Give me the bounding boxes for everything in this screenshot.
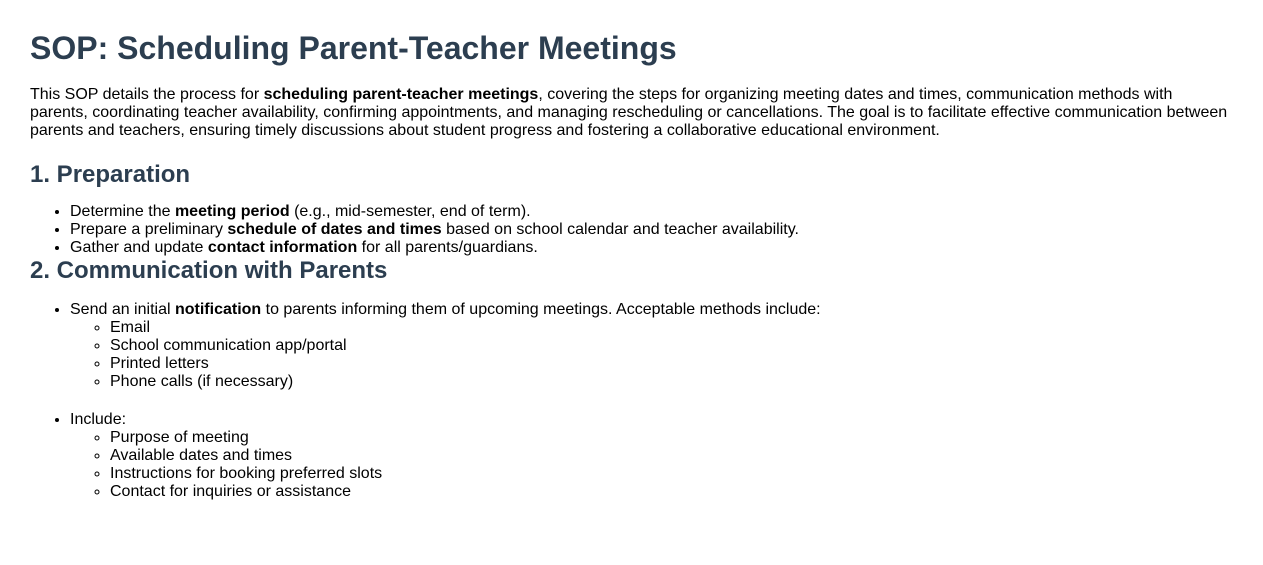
item-text: Determine the xyxy=(70,203,175,220)
sub-list-item: ◦ Phone calls (if necessary) xyxy=(110,373,1233,391)
sub-list-item: ◦ Contact for inquiries or assistance xyxy=(110,483,1233,501)
sub-list-item: ◦ School communication app/portal xyxy=(110,337,1233,355)
section-title-preparation: 1. Preparation xyxy=(30,161,191,188)
item-text: Send an initial xyxy=(70,301,175,318)
sub-list-item: ◦ Email xyxy=(110,319,1233,337)
item-bold: meeting period xyxy=(174,203,290,220)
preparation-list xyxy=(30,203,1233,257)
intro-bold: scheduling parent-teacher meetings xyxy=(263,86,539,103)
sub-list-item: ◦ Purpose of meeting xyxy=(110,429,1233,447)
intro-text-2: , covering the steps for organizing meeting dates and times, communication methods with parents, coordinating teacher availability, confirming appointments, and managing rescheduling or cancellations. The goal is to facilitate effective communication between parents and teachers, ensuring timely discussions about student progress and fostering a collaborative educational environment. xyxy=(30,86,1228,139)
list-item-include xyxy=(70,411,1233,501)
sub-list-item: ◦ Instructions for booking preferred slots xyxy=(110,465,1233,483)
item-text: Include: xyxy=(70,411,127,428)
list-item xyxy=(70,239,1233,257)
list-item xyxy=(70,203,1233,221)
sub-list-item: ◦ Available dates and times xyxy=(110,447,1233,465)
item-bold: notification xyxy=(174,301,262,318)
list-item xyxy=(70,221,1233,239)
item-text: Prepare a preliminary xyxy=(70,221,228,238)
item-text: (e.g., mid-semester, end of term). xyxy=(289,203,531,220)
item-bold: schedule of dates and times xyxy=(227,221,442,238)
intro-text-1: This SOP details the process for xyxy=(30,86,264,103)
section-title-communication: 2. Communication with Parents xyxy=(30,257,388,284)
page-title: SOP: Scheduling Parent-Teacher Meetings xyxy=(30,30,677,66)
item-text: to parents informing them of upcoming meetings. Acceptable methods include: xyxy=(261,301,821,318)
intro-paragraph xyxy=(30,86,1233,140)
list-item-notification xyxy=(70,301,1233,391)
communication-list xyxy=(30,301,1233,501)
include-list xyxy=(70,429,1233,501)
item-text: based on school calendar and teacher availability. xyxy=(441,221,799,238)
methods-list xyxy=(70,319,1233,391)
sub-list-item: ◦ Printed letters xyxy=(110,355,1233,373)
item-text: Gather and update xyxy=(70,239,208,256)
item-bold: contact information xyxy=(207,239,358,256)
item-text: for all parents/guardians. xyxy=(357,239,538,256)
